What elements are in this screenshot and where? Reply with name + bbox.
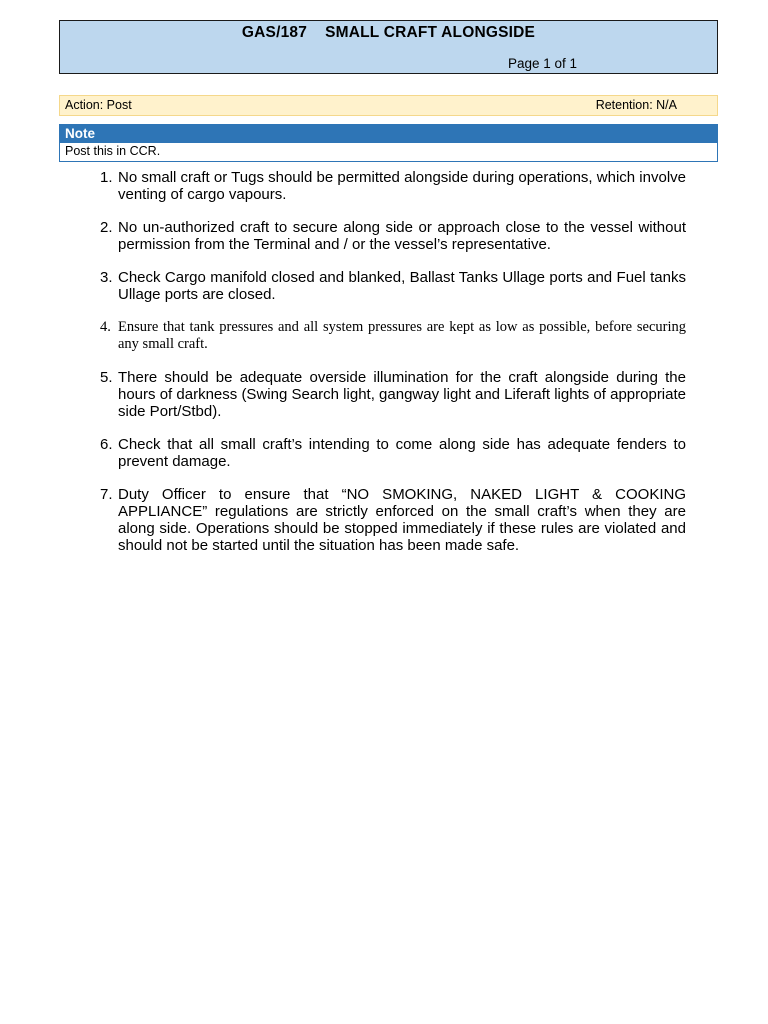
item-number: 2. [100,219,113,236]
item-text: Check Cargo manifold closed and blanked, Ballast Tanks Ullage ports and Fuel tanks Ullage ports are closed. [118,269,686,303]
list-item [95,436,686,470]
item-number: 6. [100,436,113,453]
list-item [95,269,686,303]
item-text: Duty Officer to ensure that “NO SMOKING, NAKED LIGHT & COOKING APPLIANCE” regulations are strictly enforced on the small craft’s when they are along side. Operations should be stopped immediately if these rules are violated and should not be started until the situation has been made safe. [118,486,686,554]
item-text: Check that all small craft’s intending to come along side has adequate fenders to prevent damage. [118,436,686,470]
item-number: 1. [100,169,113,186]
document-title: GAS/187 SMALL CRAFT ALONGSIDE [241,24,536,41]
item-text: No un-authorized craft to secure along side or approach close to the vessel without permission from the Terminal and / or the vessel’s representative. [118,219,686,253]
retention-label: Retention: N/A [595,98,677,112]
list-item [95,219,686,253]
list-item [95,369,686,420]
list-item [95,169,686,203]
item-text: Ensure that tank pressures and all system pressures are kept as low as possible, before securing any small craft. [118,319,686,352]
action-bar [59,95,718,116]
item-number: 4. [100,319,111,335]
item-text: No small craft or Tugs should be permitted alongside during operations, which involve venting of cargo vapours. [118,169,686,203]
action-label: Action: Post [65,98,132,112]
item-text: There should be adequate overside illumination for the craft alongside during the hours of darkness (Swing Search light, gangway light and Liferaft lights of appropriate side Port/Stbd). [118,369,686,420]
page-indicator: Page 1 of 1 [508,56,578,71]
note-box [59,124,718,162]
document-header [59,20,718,74]
instruction-list [95,169,686,570]
item-number: 5. [100,369,113,386]
item-number: 3. [100,269,113,286]
item-number: 7. [100,486,113,503]
note-text: Post this in CCR. [65,144,161,158]
list-item [95,486,686,554]
note-heading: Note [60,125,717,143]
list-item [95,319,686,353]
